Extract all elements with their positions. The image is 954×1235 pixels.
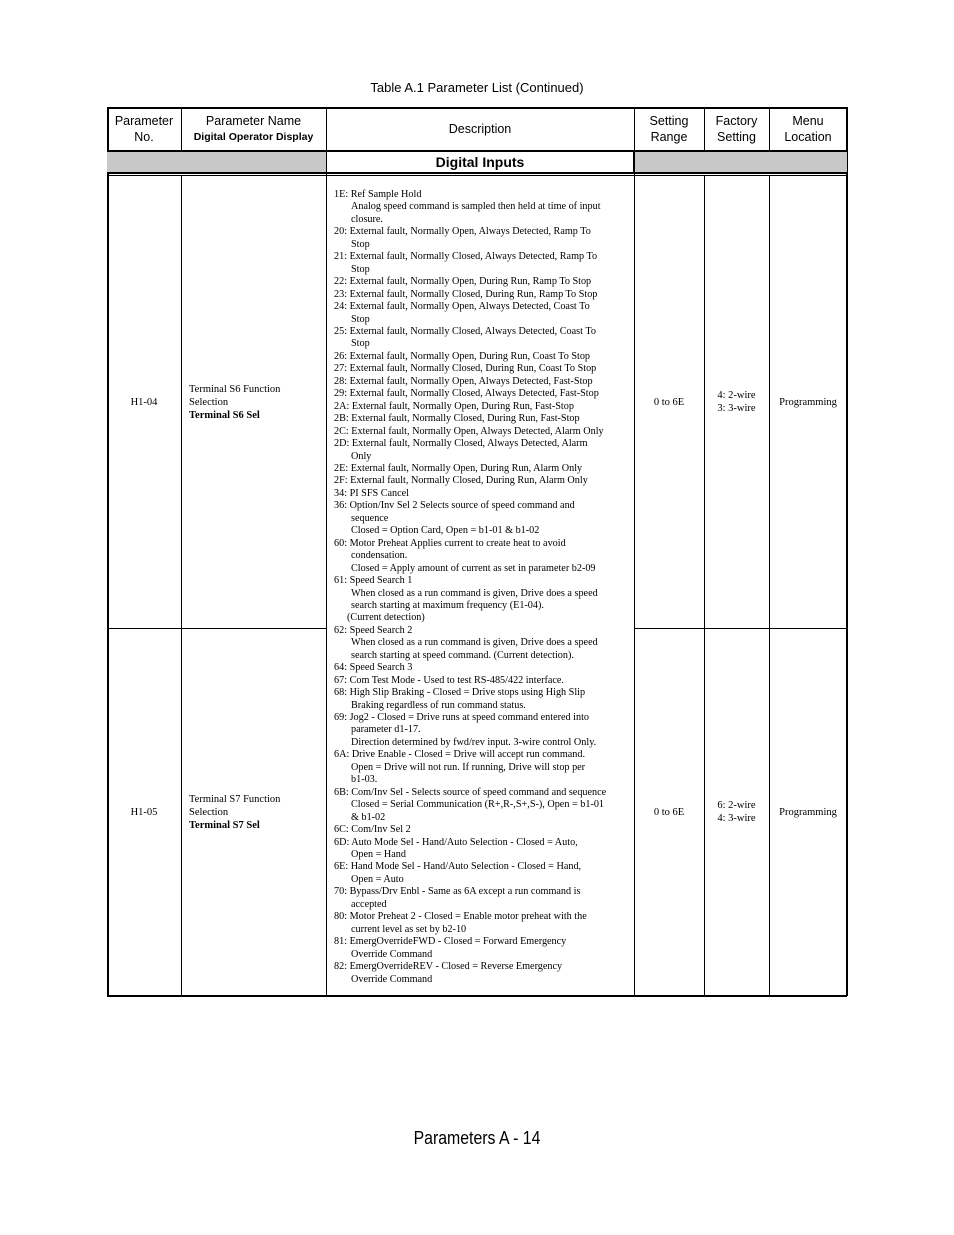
- description-line: Braking regardless of run command status.: [351, 699, 526, 711]
- description-line: Override Command: [351, 948, 433, 960]
- description-line: search starting at speed command. (Current detection).: [351, 649, 574, 661]
- header-menu-location: [769, 107, 847, 150]
- header-parameter-name: [181, 107, 326, 150]
- row2-operator-display: Terminal S7 Sel: [189, 819, 260, 831]
- parameter-table: [107, 107, 847, 996]
- description-line: search starting at maximum frequency (E1-04).: [351, 599, 544, 611]
- description-line: 1E: Ref Sample Hold: [334, 189, 422, 200]
- description-line: Closed = Serial Communication (R+,R-,S+,S-), Open = b1-01: [351, 799, 605, 811]
- col-line-5-head: [769, 107, 770, 151]
- header-setting-range-line2: Range: [650, 129, 688, 144]
- header-factory-setting-line1: Factory: [715, 113, 758, 128]
- row2-param-name: [189, 629, 326, 995]
- description-line: 28: External fault, Normally Open, Always Detected, Fast-Stop: [334, 375, 593, 387]
- description-line: accepted: [351, 898, 387, 910]
- description-line: 67: Com Test Mode - Used to test RS-485/422 interface.: [334, 674, 564, 686]
- description-line: 21: External fault, Normally Closed, Always Detected, Ramp To: [334, 251, 598, 263]
- description-line: sequence: [351, 512, 389, 524]
- row1-factory-line1: 4: 2-wire: [717, 390, 756, 401]
- description-line: Closed = Apply amount of current as set in parameter b2-09: [351, 562, 596, 574]
- row2-factory-setting: [704, 629, 769, 995]
- description-line: Stop: [351, 313, 370, 325]
- header-parameter-no: [107, 107, 181, 150]
- description-line: Override Command: [351, 973, 433, 985]
- description-line: 2B: External fault, Normally Closed, During Run, Fast-Stop: [334, 413, 580, 425]
- page-footer: Parameters A - 14: [413, 1128, 541, 1148]
- row2-param-no: H1-05: [130, 806, 158, 818]
- description-line: 6D: Auto Mode Sel - Hand/Auto Selection - Closed = Auto,: [334, 836, 578, 848]
- description-list: [334, 189, 634, 986]
- header-parameter-name-label: Parameter Name: [205, 113, 302, 128]
- header-setting-range: [634, 107, 704, 150]
- description-line: 20: External fault, Normally Open, Always Detected, Ramp To: [334, 226, 591, 238]
- description-line: Stop: [351, 238, 370, 250]
- description-line: 68: High Slip Braking - Closed = Drive stops using High Slip: [334, 687, 586, 699]
- row1-name-line2: Selection: [189, 396, 229, 408]
- description-line: 6A: Drive Enable - Closed = Drive will accept run command.: [334, 749, 586, 761]
- description-line: b1-03.: [351, 774, 378, 786]
- col-line-2: [326, 107, 327, 996]
- row2-setting-range: 0 to 6E: [653, 806, 685, 818]
- row1-param-name: [189, 176, 326, 628]
- description-line: 29: External fault, Normally Closed, Always Detected, Fast-Stop: [334, 388, 599, 400]
- col-line-1: [181, 175, 182, 996]
- description-line: 62: Speed Search 2: [334, 624, 413, 636]
- row1-menu-location: Programming: [779, 396, 837, 408]
- description-line: Open = Auto: [351, 873, 404, 885]
- description-line: Analog speed command is sampled then held at time of input: [351, 201, 601, 213]
- row2-menu-location: Programming: [779, 806, 837, 818]
- description-line: 23: External fault, Normally Closed, During Run, Ramp To Stop: [334, 288, 598, 300]
- description-line: 2D: External fault, Normally Closed, Always Detected, Alarm: [334, 438, 588, 450]
- row1-setting-range: 0 to 6E: [653, 396, 685, 408]
- header-parameter-no-line2: No.: [134, 129, 154, 144]
- description-line: 61: Speed Search 1: [334, 575, 413, 587]
- row2-name-line1: Terminal S7 Function: [189, 793, 281, 805]
- section-title: Digital Inputs: [326, 151, 634, 173]
- description-line: Closed = Option Card, Open = b1-01 & b1-02: [351, 525, 540, 537]
- description-line: 34: PI SFS Cancel: [334, 487, 409, 499]
- description-line: 25: External fault, Normally Closed, Always Detected, Coast To: [334, 325, 596, 337]
- row2-name-line2: Selection: [189, 806, 229, 818]
- row1-param-no: H1-04: [130, 396, 158, 408]
- description-line: (Current detection): [347, 612, 425, 624]
- description-line: 26: External fault, Normally Open, During Run, Coast To Stop: [334, 350, 591, 362]
- description-line: When closed as a run command is given, Drive does a speed: [351, 587, 598, 599]
- col-line-1-head: [181, 107, 182, 151]
- description-line: Stop: [351, 263, 370, 275]
- header-parameter-no-line1: Parameter: [114, 113, 174, 128]
- header-menu-location-line1: Menu: [792, 113, 824, 128]
- description-line: 64: Speed Search 3: [334, 662, 413, 674]
- description-line: 2E: External fault, Normally Open, During Run, Alarm Only: [334, 462, 583, 474]
- description-line: 22: External fault, Normally Open, During Run, Ramp To Stop: [334, 276, 592, 288]
- description-line: 2F: External fault, Normally Closed, During Run, Alarm Only: [334, 475, 588, 487]
- description-line: 24: External fault, Normally Open, Always Detected, Coast To: [334, 301, 590, 313]
- header-factory-setting-line2: Setting: [717, 129, 756, 144]
- description-line: 6E: Hand Mode Sel - Hand/Auto Selection - Closed = Hand,: [334, 861, 582, 873]
- description-line: closure.: [351, 213, 383, 225]
- header-description-label: Description: [448, 121, 512, 136]
- row1-factory-line2: 3: 3-wire: [717, 403, 756, 414]
- description-line: 82: EmergOverrideREV - Closed = Reverse Emergency: [334, 961, 563, 973]
- description-line: 6C: Com/Inv Sel 2: [334, 824, 411, 836]
- description-line: condensation.: [351, 550, 408, 562]
- description-line: 60: Motor Preheat Applies current to create heat to avoid: [334, 537, 566, 549]
- description-line: Open = Hand: [351, 849, 406, 861]
- header-menu-location-line2: Location: [784, 129, 832, 144]
- header-operator-display-label: Digital Operator Display: [193, 130, 314, 143]
- row2-factory-line2: 4: 3-wire: [717, 813, 756, 824]
- header-factory-setting: [704, 107, 769, 150]
- description-line: 70: Bypass/Drv Enbl - Same as 6A except a run command is: [334, 886, 581, 898]
- description-line: parameter d1-17.: [351, 724, 421, 736]
- header-setting-range-line1: Setting: [649, 113, 689, 128]
- description-line: 81: EmergOverrideFWD - Closed = Forward Emergency: [334, 936, 567, 948]
- table-caption: Table A.1 Parameter List (Continued): [370, 80, 584, 95]
- description-line: 2A: External fault, Normally Open, During Run, Fast-Stop: [334, 400, 574, 412]
- description-line: Direction determined by fwd/rev input. 3-wire control Only.: [351, 736, 597, 748]
- description-line: 27: External fault, Normally Closed, During Run, Coast To Stop: [334, 363, 597, 375]
- description-line: & b1-02: [351, 811, 386, 823]
- description-line: 6B: Com/Inv Sel - Selects source of speed command and sequence: [334, 786, 607, 798]
- description-line: Stop: [351, 338, 370, 350]
- description-line: 80: Motor Preheat 2 - Closed = Enable motor preheat with the: [334, 911, 587, 923]
- description-line: Open = Drive will not run. If running, Drive will stop per: [351, 761, 586, 773]
- row2-factory-line1: 6: 2-wire: [717, 800, 756, 811]
- description-line: When closed as a run command is given, Drive does a speed: [351, 637, 598, 649]
- description-line: current level as set by b2-10: [351, 923, 467, 935]
- header-description: [326, 107, 634, 150]
- description-line: 69: Jog2 - Closed = Drive runs at speed command entered into: [334, 712, 590, 724]
- description-line: 2C: External fault, Normally Open, Always Detected, Alarm Only: [334, 425, 604, 437]
- description-line: 36: Option/Inv Sel 2 Selects source of speed command and: [334, 500, 575, 512]
- row1-operator-display: Terminal S6 Sel: [189, 409, 260, 421]
- description-line: Only: [351, 450, 372, 462]
- row1-factory-setting: [704, 176, 769, 628]
- table-border-bottom: [107, 995, 847, 997]
- col-line-4-head: [704, 107, 705, 151]
- row1-name-line1: Terminal S6 Function: [189, 383, 281, 395]
